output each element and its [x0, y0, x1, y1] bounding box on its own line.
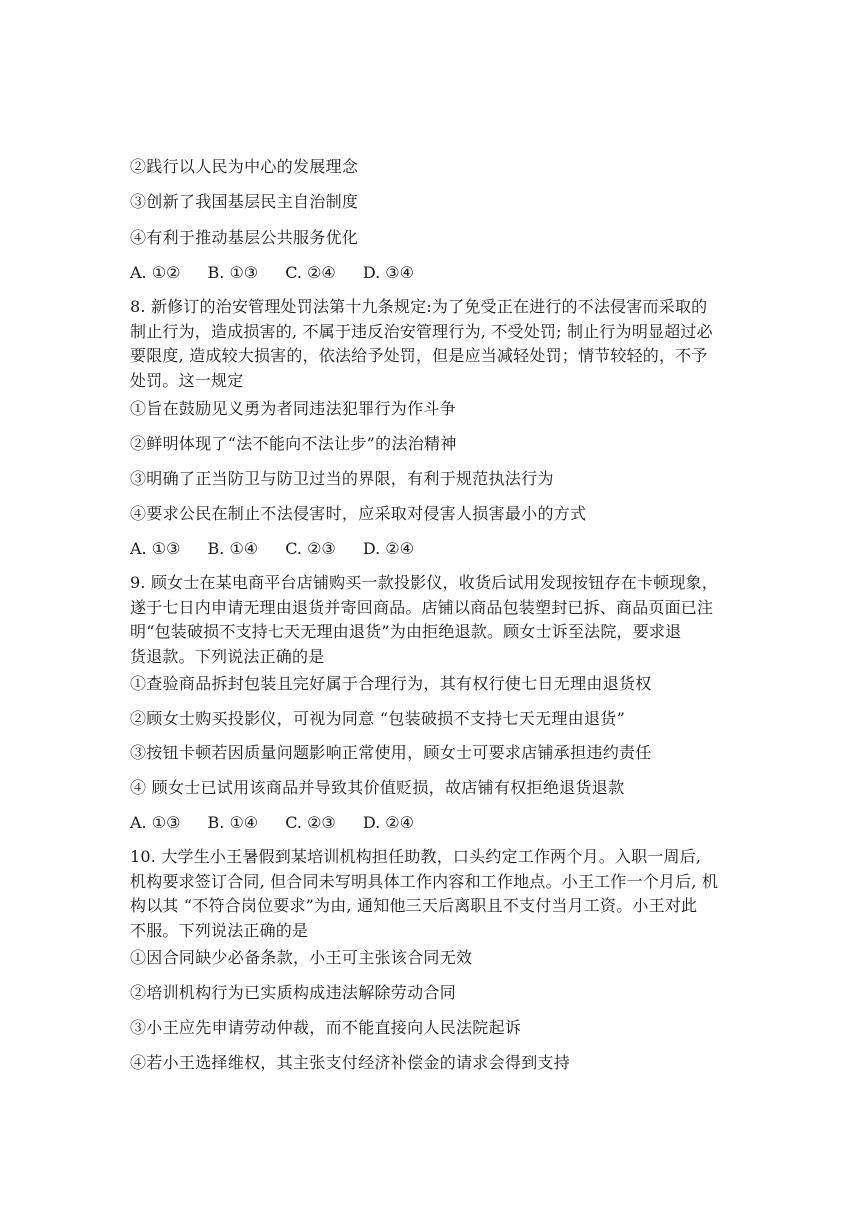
q8-option-3: ③明确了正当防卫与防卫过当的界限，有利于规范执法行为	[130, 469, 554, 488]
q10-stem-line: 构以其 “不符合岗位要求”为由, 通知他三天后离职且不支付当月工资。小王对此	[130, 896, 698, 915]
q7-choice-d: D. ③④	[362, 263, 414, 282]
q7-option-2: ②践行以人民为中心的发展理念	[130, 157, 359, 176]
q8-choice-b: B. ①④	[207, 539, 259, 558]
q7-choice-c: C. ②④	[285, 263, 336, 282]
q10-stem	[130, 845, 730, 943]
q9-option-4: ④ 顾女士已试用该商品并导致其价值贬损，故店铺有权拒绝退货退款	[130, 778, 625, 797]
q10-stem-line: 10. 大学生小王暑假到某培训机构担任助教，口头约定工作两个月。入职一周后,	[130, 847, 702, 866]
q9-option-2: ②顾女士购买投影仪，可视为同意 “包装破损不支持七天无理由退货”	[130, 709, 626, 728]
q9-choice-d: D. ②④	[362, 813, 414, 832]
q10-stem-line: 不服。下列说法正确的是	[130, 920, 309, 940]
q8-stem	[130, 295, 730, 393]
q7-choice-b: B. ①③	[207, 263, 259, 282]
q8-choice-a: A. ①③	[130, 539, 181, 558]
q8-choice-d: D. ②④	[362, 539, 414, 558]
q8-option-2: ②鲜明体现了“法不能向不法让步”的法治精神	[130, 434, 457, 453]
q7-option-3: ③创新了我国基层民主自治制度	[130, 192, 359, 211]
q8-choice-c: C. ②③	[285, 539, 336, 558]
q7-choice-a: A. ①②	[130, 263, 181, 282]
q10-option-2: ②培训机构行为已实质构成违法解除劳动合同	[130, 983, 457, 1002]
q9-option-1: ①查验商品拆封包装且完好属于合理行为，其有权行使七日无理由退货权	[130, 674, 652, 693]
q10-stem-line: 机构要求签订合同, 但合同未写明具体工作内容和工作地点。小王工作一个月后, 机	[130, 871, 719, 891]
q10-option-1: ①因合同缺少必备条款，小王可主张该合同无效	[130, 948, 473, 967]
q7-option-4: ④有利于推动基层公共服务优化	[130, 228, 359, 247]
q8-stem-line: 制止行为，造成损害的, 不属于违反治安管理行为, 不受处罚; 制止行为明显超过必	[130, 321, 713, 341]
q8-stem-line: 8. 新修订的治安管理处罚法第十九条规定:为了免受正在进行的不法侵害而采取的	[130, 297, 708, 316]
q9-stem-line: 明“包装破损不支持七天无理由退货”为由拒绝退款。顾女士诉至法院，要求退	[130, 622, 682, 641]
q8-option-1: ①旨在鼓励见义勇为者同违法犯罪行为作斗争	[130, 399, 457, 418]
q9-stem-line: 遂于七日内申请无理由退货并寄回商品。店铺以商品包装塑封已拆、商品页面已注	[130, 597, 714, 617]
q9-choice-c: C. ②③	[285, 813, 336, 832]
q7-answer-choices	[130, 262, 436, 284]
q9-answer-choices	[130, 812, 436, 834]
q9-option-3: ③按钮卡顿若因质量问题影响正常使用，顾女士可要求店铺承担违约责任	[130, 743, 652, 762]
q8-answer-choices	[130, 538, 436, 560]
q9-stem-line: 货退款。下列说法正确的是	[130, 646, 325, 666]
q8-stem-line: 要限度, 造成较大损害的，依法给予处罚，但是应当减轻处罚；情节较轻的，不予	[130, 346, 708, 365]
q9-choice-a: A. ①③	[130, 813, 181, 832]
q8-stem-line: 处罚。这一规定	[130, 370, 244, 390]
q9-choice-b: B. ①④	[207, 813, 259, 832]
q8-option-4: ④要求公民在制止不法侵害时，应采取对侵害人损害最小的方式	[130, 504, 587, 523]
q10-option-4: ④若小王选择维权，其主张支付经济补偿金的请求会得到支持	[130, 1053, 571, 1072]
q10-option-3: ③小王应先申请劳动仲裁，而不能直接向人民法院起诉	[130, 1018, 522, 1037]
q9-stem	[130, 571, 730, 669]
q9-stem-line: 9. 顾女士在某电商平台店铺购买一款投影仪，收货后试用发现按钮存在卡顿现象，	[130, 573, 718, 592]
